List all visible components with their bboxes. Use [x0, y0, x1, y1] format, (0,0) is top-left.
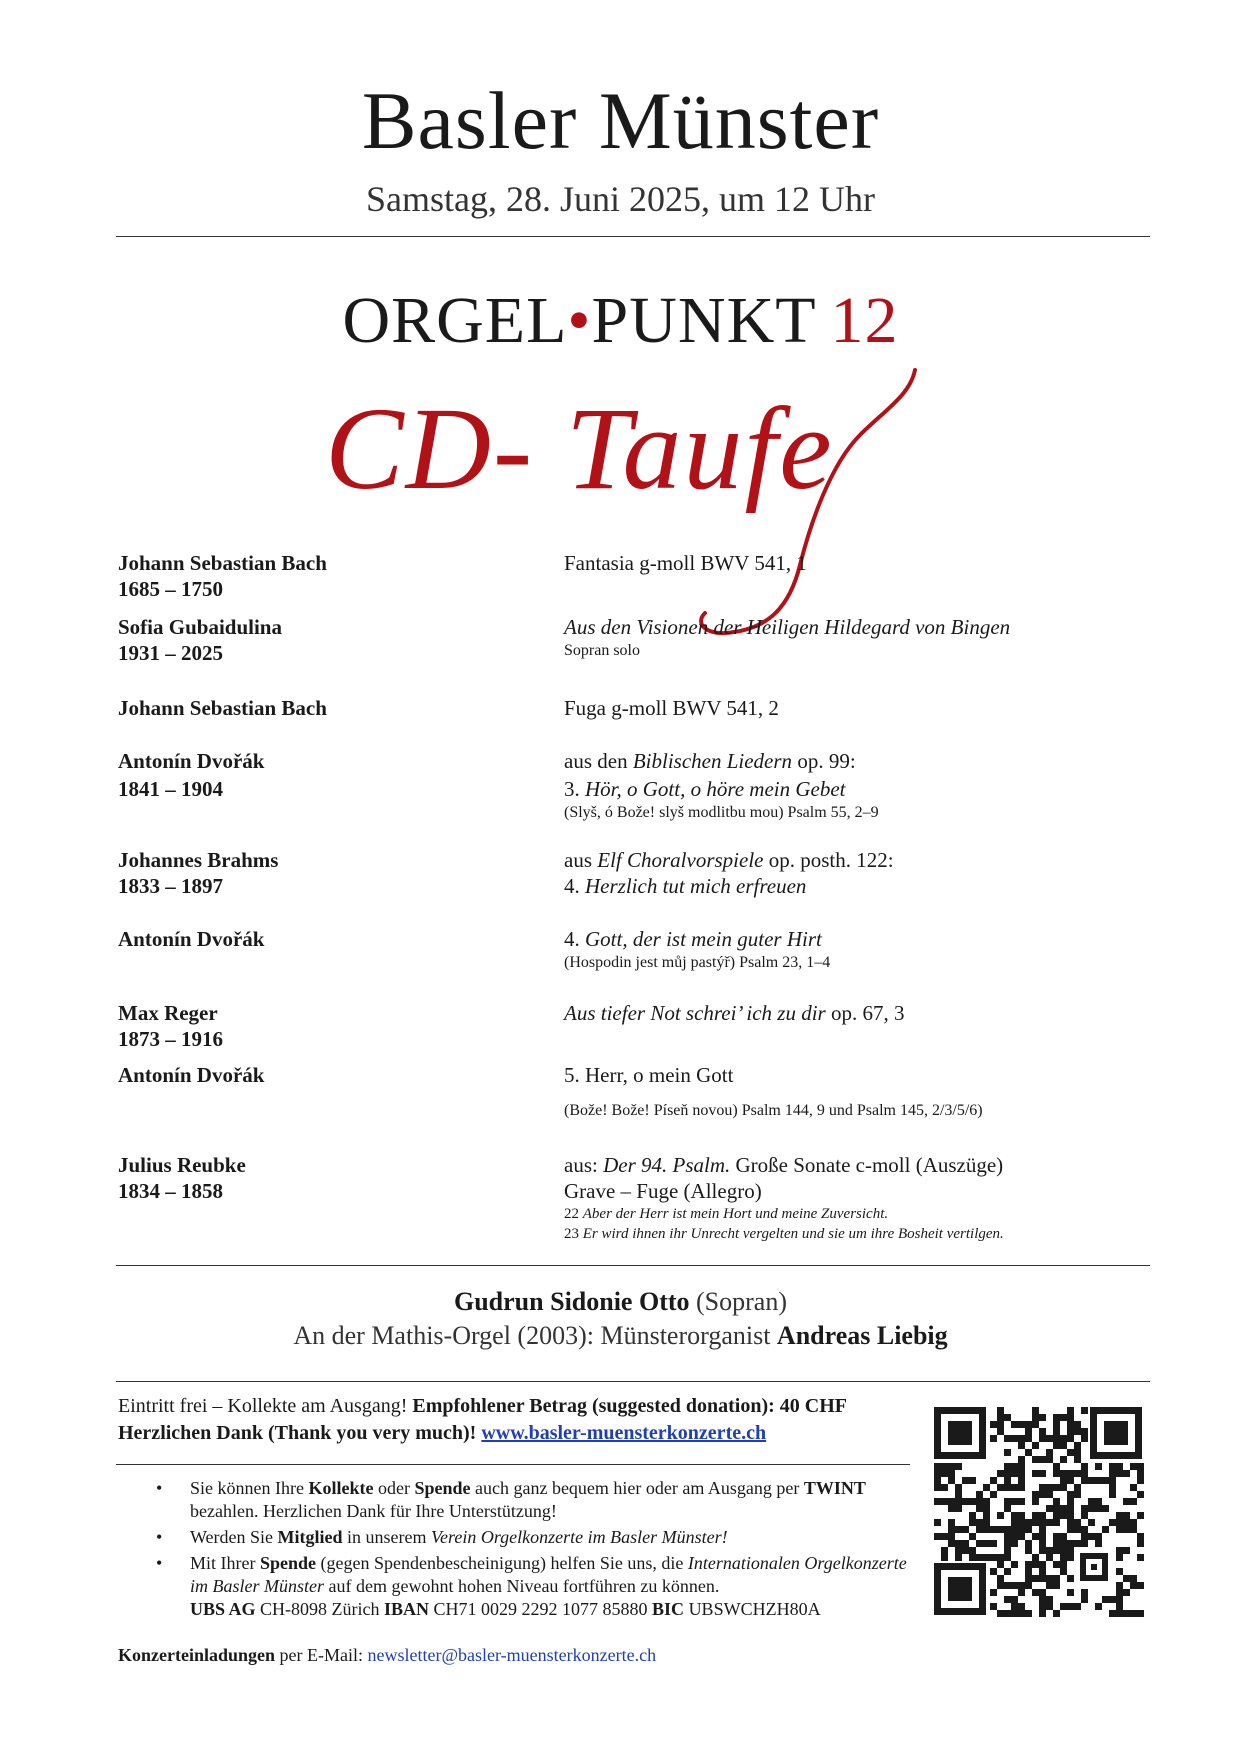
composer-years: 1873 – 1916	[118, 1027, 223, 1051]
composer-name: Johann Sebastian Bach	[118, 696, 327, 720]
bullet-icon: •	[156, 1553, 163, 1573]
composer-years: 1833 – 1897	[118, 874, 223, 898]
series-part2: PUNKT	[591, 284, 817, 357]
performers	[0, 1285, 1241, 1353]
organist-name: Andreas Liebig	[776, 1321, 948, 1350]
series-number: 12	[830, 284, 899, 357]
newsletter-email[interactable]: newsletter@basler-muensterkonzerte.ch	[367, 1645, 657, 1665]
work-subtitle: Grave – Fuge (Allegro)	[564, 1179, 762, 1203]
work-title: aus: Der 94. Psalm. Große Sonate c-moll (Auszüge)	[564, 1153, 1004, 1177]
event-title: CD- Taufe	[325, 383, 834, 514]
website-link[interactable]: www.basler-muensterkonzerte.ch	[481, 1422, 767, 1444]
work-title: Fuga g-moll BWV 541, 2	[564, 696, 779, 720]
donation-info	[118, 1393, 918, 1447]
series-dot: •	[567, 284, 592, 357]
work-title: aus Elf Choralvorspiele op. posth. 122:	[564, 848, 894, 872]
divider	[116, 1265, 1150, 1266]
series-part1: ORGEL	[342, 284, 568, 357]
work-subtitle: 4. Gott, der ist mein guter Hirt	[564, 927, 822, 951]
work-subtitle: 4. Herzlich tut mich erfreuen	[564, 874, 807, 898]
composer-name: Antonín Dvořák	[118, 749, 265, 773]
divider	[116, 236, 1150, 237]
composer-years: 1931 – 2025	[118, 641, 223, 665]
work-title: aus den Biblischen Liedern op. 99:	[564, 749, 856, 773]
soprano-name: Gudrun Sidonie Otto	[454, 1287, 690, 1316]
series-title	[0, 284, 1241, 357]
composer-years: 1841 – 1904	[118, 777, 223, 801]
list-item: • Mit Ihrer Spende (gegen Spendenbescheinigung) helfen Sie uns, die Internationalen Orgelkonzerte im Basler Münster auf dem gewohnt hohen Niveau fortführen zu können. UBS AG CH-8098 Zürich IBAN CH71 0029 2292 1077 85880 BIC UBSWCHZH80A	[156, 1553, 907, 1619]
list-item: • Werden Sie Mitglied in unserem Verein Orgelkonzerte im Basler Münster!	[156, 1527, 728, 1547]
work-note: (Bože! Bože! Píseň novou) Psalm 144, 9 und Psalm 145, 2/3/5/6)	[564, 1102, 983, 1119]
work-note: Sopran solo	[564, 642, 640, 659]
work-title: 5. Herr, o mein Gott	[564, 1063, 734, 1087]
list-item: • Sie können Ihre Kollekte oder Spende auch ganz bequem hier oder am Ausgang per TWINT bezahlen. Herzlichen Dank für Ihre Unterstützung!	[156, 1478, 866, 1521]
bullet-icon: •	[156, 1527, 163, 1547]
verse-line: 22 Aber der Herr ist mein Hort und meine Zuversicht.	[564, 1206, 889, 1222]
verse-line: 23 Er wird ihnen ihr Unrecht vergelten und sie um ihre Bosheit vertilgen.	[564, 1226, 1004, 1242]
work-note: (Hospodin jest můj pastýř) Psalm 23, 1–4	[564, 954, 831, 971]
divider	[116, 1381, 1150, 1382]
work-title: Fantasia g-moll BWV 541, 1	[564, 551, 807, 575]
newsletter-label: Konzerteinladungen	[118, 1645, 276, 1665]
bank-details: UBS AG CH-8098 Zürich IBAN CH71 0029 2292 1077 85880 BIC UBSWCHZH80A	[190, 1599, 821, 1619]
soprano-line: Gudrun Sidonie Otto (Sopran)	[454, 1287, 787, 1316]
composer-years: 1685 – 1750	[118, 577, 223, 601]
concert-date: Samstag, 28. Juni 2025, um 12 Uhr	[366, 179, 875, 219]
qr-code-icon[interactable]	[930, 1403, 1146, 1619]
work-title: Aus den Visionen der Heiligen Hildegard von Bingen	[564, 615, 1011, 639]
composer-name: Antonín Dvořák	[118, 927, 265, 951]
composer-name: Johann Sebastian Bach	[118, 551, 327, 575]
bullet-icon: •	[156, 1478, 163, 1498]
composer-name: Antonín Dvořák	[118, 1063, 265, 1087]
composer-name: Max Reger	[118, 1001, 218, 1025]
suggested-donation: Empfohlener Betrag (suggested donation): 40 CHF	[412, 1395, 847, 1417]
composer-name: Julius Reubke	[118, 1153, 246, 1177]
work-title: Aus tiefer Not schrei’ ich zu dir op. 67, 3	[564, 1001, 905, 1025]
work-subtitle: 3. Hör, o Gott, o höre mein Gebet	[564, 777, 846, 801]
swash-ornament	[660, 355, 960, 655]
composer-name: Johannes Brahms	[118, 848, 279, 872]
composer-name: Sofia Gubaidulina	[118, 615, 282, 639]
venue-title: Basler Münster	[361, 75, 880, 166]
info-bullets	[150, 1477, 910, 1624]
newsletter: Konzerteinladungen per E-Mail: newsletter@basler-muensterkonzerte.ch	[118, 1645, 657, 1665]
composer-years: 1834 – 1858	[118, 1179, 223, 1203]
entry-text: Eintritt frei – Kollekte am Ausgang!	[118, 1395, 413, 1417]
divider	[116, 1464, 910, 1465]
work-note: (Slyš, ó Bože! slyš modlitbu mou) Psalm 55, 2–9	[564, 804, 879, 821]
organist-line: An der Mathis-Orgel (2003): Münsterorganist Andreas Liebig	[293, 1321, 948, 1350]
thanks-text: Herzlichen Dank (Thank you very much)!	[118, 1422, 477, 1444]
